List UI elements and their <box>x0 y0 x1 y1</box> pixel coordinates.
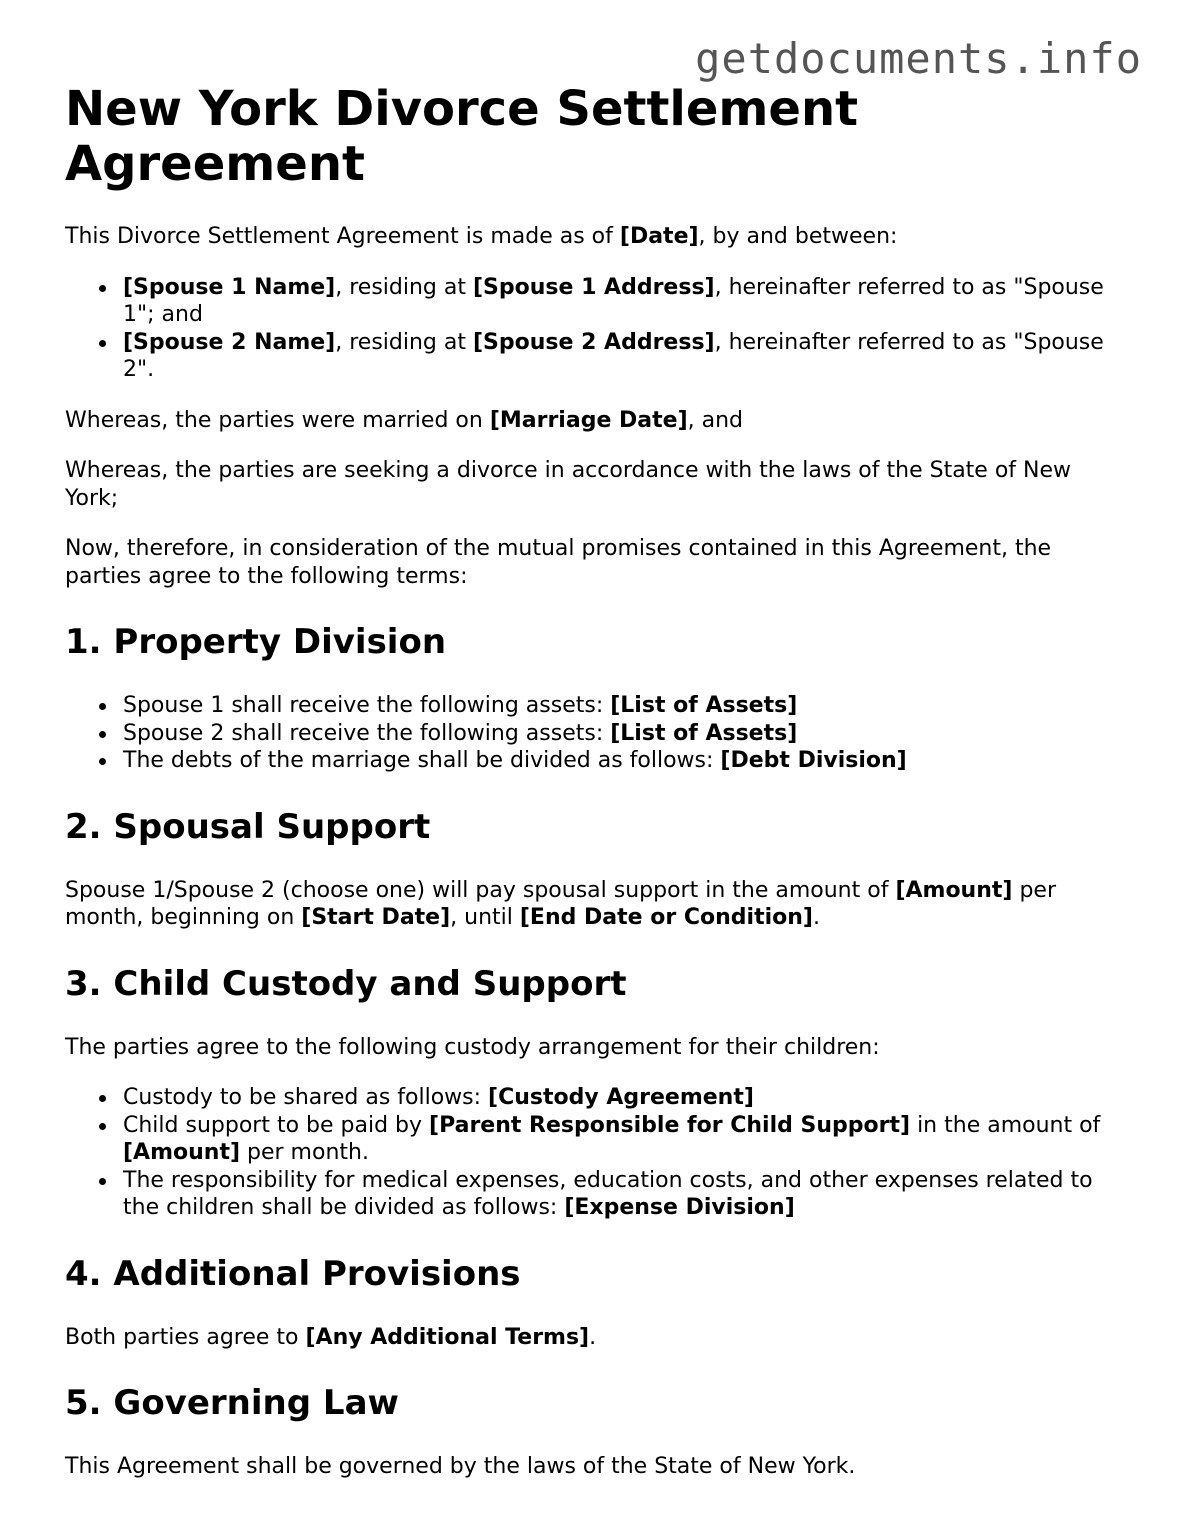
section-heading-property-division: 1. Property Division <box>65 622 447 662</box>
marriage-date-field: [Marriage Date] <box>489 407 688 433</box>
list-item <box>123 692 1125 720</box>
spousal-support-paragraph <box>65 877 1125 932</box>
intro-text-end: , by and between: <box>698 224 898 249</box>
whereas-divorce-paragraph: Whereas, the parties are seeking a divorce in accordance with the laws of the State of New York; <box>65 458 1072 511</box>
document-title: New York Divorce Settlement Agreement <box>65 81 859 192</box>
governing-law-paragraph: This Agreement shall be governed by the laws of the State of New York. <box>65 1454 856 1479</box>
party-text: , residing at <box>335 274 473 300</box>
intro-paragraph <box>65 223 1125 251</box>
amount-field: [Amount] <box>123 1140 241 1165</box>
item-text: per month. <box>240 1140 369 1165</box>
support-text: , until <box>450 905 520 930</box>
whereas-text-end: , and <box>687 407 744 433</box>
debt-division-field: [Debt Division] <box>720 748 907 773</box>
responsible-parent-field: [Parent Responsible for Child Support] <box>429 1112 911 1138</box>
document-body <box>65 223 1125 1504</box>
custody-list <box>65 1084 1125 1222</box>
expense-division-field: [Expense Division] <box>564 1195 795 1220</box>
additional-terms-field: [Any Additional Terms] <box>305 1324 590 1350</box>
spouse-2-name-field: [Spouse 2 Name] <box>123 329 336 355</box>
support-text: Spouse 1/Spouse 2 (choose one) will pay spousal support in the amount of <box>65 877 896 903</box>
spouse-1-name-field: [Spouse 1 Name] <box>123 274 336 300</box>
custody-intro-paragraph: The parties agree to the following custody arrangement for their children: <box>65 1034 880 1060</box>
spouse-1-address-field: [Spouse 1 Address] <box>472 274 715 300</box>
section-heading-governing-law: 5. Governing Law <box>65 1383 399 1423</box>
date-field: [Date] <box>619 224 699 249</box>
whereas-married-paragraph <box>65 407 1125 435</box>
end-date-field: [End Date or Condition] <box>519 905 813 930</box>
item-text: in the amount of <box>910 1112 1101 1138</box>
amount-field: [Amount] <box>895 877 1013 903</box>
item-text: The debts of the marriage shall be divided as follows: <box>123 748 721 773</box>
start-date-field: [Start Date] <box>301 905 451 930</box>
provisions-text: Both parties agree to <box>65 1324 306 1350</box>
section-heading-additional-provisions: 4. Additional Provisions <box>65 1253 521 1294</box>
item-text: Child support to be paid by <box>123 1112 430 1138</box>
party-text: , hereinafter referred to as "Spouse 2". <box>123 329 1104 382</box>
additional-provisions-paragraph <box>65 1324 1125 1352</box>
party-text: , residing at <box>335 329 473 355</box>
item-text: Spouse 1 shall receive the following assets: <box>123 693 611 718</box>
property-division-list <box>65 692 1125 775</box>
spouse-2-address-field: [Spouse 2 Address] <box>472 329 715 355</box>
provisions-text: . <box>589 1324 597 1350</box>
list-item <box>123 747 1125 775</box>
watermark: getdocuments.info <box>695 34 1142 83</box>
whereas-text: Whereas, the parties were married on <box>65 407 490 433</box>
list-item <box>123 1167 1125 1222</box>
item-text: Spouse 2 shall receive the following assets: <box>123 720 611 746</box>
section-heading-child-custody: 3. Child Custody and Support <box>65 963 627 1004</box>
party-text: , hereinafter referred to as "Spouse 1"; and <box>123 274 1104 327</box>
item-text: The responsibility for medical expenses, education costs, and other expenses related to the children shall be divided as follows: <box>123 1167 1093 1220</box>
list-item <box>123 1112 1125 1167</box>
assets-field: [List of Assets] <box>610 693 798 718</box>
list-item <box>123 720 1125 748</box>
intro-text: This Divorce Settlement Agreement is made as of <box>65 224 620 249</box>
item-text: Custody to be shared as follows: <box>123 1085 489 1110</box>
parties-list <box>65 274 1125 384</box>
support-text: per month, beginning on <box>65 877 1056 930</box>
now-therefore-paragraph: Now, therefore, in consideration of the mutual promises contained in this Agreement, the parties agree to the following terms: <box>65 536 1052 589</box>
list-item <box>123 274 1125 329</box>
support-text: . <box>812 905 820 930</box>
custody-agreement-field: [Custody Agreement] <box>488 1085 754 1110</box>
list-item <box>123 329 1125 384</box>
list-item <box>123 1084 1125 1112</box>
section-heading-spousal-support: 2. Spousal Support <box>65 806 431 847</box>
assets-field: [List of Assets] <box>610 720 798 746</box>
